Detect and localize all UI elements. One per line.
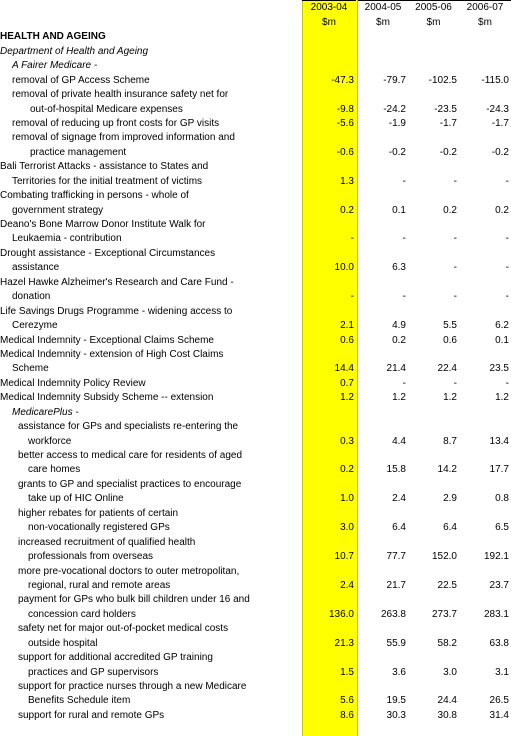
cell-value-2004-05: 55.9 (386, 637, 406, 649)
department-title: Department of Health and Ageing (0, 45, 149, 57)
cell-value-2003-04: 1.3 (340, 175, 354, 187)
row-label: Medical Indemnity Subsidy Scheme -- extension (0, 392, 214, 404)
cell-value-2003-04 (302, 246, 356, 260)
unit-header-3: $m (478, 16, 492, 28)
table-row (0, 232, 511, 246)
table-row (0, 680, 511, 694)
table-row (0, 174, 511, 188)
row-label: Combating trafficking in persons - whole of (0, 190, 189, 202)
table-row (0, 579, 511, 593)
table-row (0, 160, 511, 174)
cell-value-2005-06: 2.9 (443, 493, 457, 505)
cell-value-2006-07 (459, 449, 511, 463)
table-row (0, 348, 511, 362)
cell-value-2003-04 (302, 405, 356, 419)
cell-value-2006-07 (459, 477, 511, 491)
table-row (0, 290, 511, 304)
row-label: regional, rural and remote areas (28, 579, 171, 591)
row-label: Medical Indemnity - Exceptional Claims Scheme (0, 334, 214, 346)
cell-value-2004-05 (358, 449, 408, 463)
cell-value-2005-06: - (453, 377, 457, 389)
table-row (0, 59, 511, 73)
row-label: removal of private health insurance safety net for (12, 89, 229, 101)
table-row (0, 333, 511, 347)
cell-value-2004-05: 77.7 (386, 551, 406, 563)
cell-value-2006-07: 23.5 (489, 363, 509, 375)
cell-value-2006-07 (459, 680, 511, 694)
cell-value-2003-04: -47.3 (331, 74, 354, 86)
row-label: Deano's Bone Marrow Donor Institute Walk for (0, 219, 206, 230)
cell-value-2005-06 (408, 622, 459, 636)
cell-value-2006-07: 0.8 (495, 493, 509, 505)
cell-value-2006-07: 13.4 (489, 435, 509, 447)
cell-value-2005-06: 3.0 (443, 666, 457, 678)
row-label: removal of reducing up front costs for GP visits (12, 117, 220, 129)
cell-value-2003-04: 2.1 (340, 320, 354, 332)
row-label: assistance for GPs and specialists re-entering the (18, 421, 239, 433)
row-label: Life Savings Drugs Programme - widening access to (0, 305, 233, 317)
row-label: Leukaemia - contribution (12, 233, 122, 245)
cell-value-2006-07: - (505, 377, 509, 389)
table-row (0, 319, 511, 333)
cell-value-2003-04 (302, 564, 356, 578)
cell-value-2006-07 (459, 622, 511, 636)
cell-value-2004-05 (358, 275, 408, 289)
row-label: outside hospital (28, 637, 98, 649)
cell-value-2006-07: 6.2 (495, 320, 509, 332)
table-row (0, 88, 511, 102)
cell-value-2004-05: 6.3 (392, 262, 406, 274)
cell-value-2003-04: 0.2 (340, 204, 354, 216)
row-label: concession card holders (28, 608, 136, 620)
cell-value-2004-05: - (402, 377, 406, 389)
cell-value-2004-05 (358, 477, 408, 491)
cell-value-2004-05: -79.7 (383, 74, 406, 86)
cell-value-2006-07 (459, 348, 511, 362)
row-label: assistance (12, 262, 60, 274)
table-row (0, 362, 511, 376)
cell-value-2004-05: 3.6 (392, 666, 406, 678)
cell-value-2003-04 (302, 275, 356, 289)
table-row (0, 420, 511, 434)
cell-value-2004-05: - (402, 175, 406, 187)
table-row (0, 246, 511, 260)
row-label: professionals from overseas (28, 551, 154, 563)
cell-value-2005-06: - (453, 175, 457, 187)
table-row (0, 506, 511, 520)
cell-value-2005-06 (408, 218, 459, 232)
cell-value-2003-04: -9.8 (336, 103, 354, 115)
cell-value-2006-07 (459, 304, 511, 318)
table-row (0, 550, 511, 564)
cell-value-2003-04 (302, 348, 356, 362)
cell-value-2003-04: 1.2 (340, 392, 354, 404)
cell-value-2004-05: 30.3 (386, 709, 406, 721)
cell-value-2004-05: - (402, 233, 406, 245)
row-label: removal of GP Access Scheme (12, 74, 150, 86)
cell-value-2004-05: 2.4 (392, 493, 406, 505)
cell-value-2003-04 (302, 131, 356, 145)
table-row (0, 694, 511, 708)
row-label: support for additional accredited GP training (18, 652, 213, 664)
cell-value-2005-06 (408, 420, 459, 434)
cell-value-2004-05: 4.9 (392, 320, 406, 332)
cell-value-2003-04: 10.0 (334, 262, 354, 274)
row-label: Drought assistance - Exceptional Circumstances (0, 247, 216, 259)
table-row (0, 477, 511, 491)
cell-value-2006-07: -24.3 (486, 103, 509, 115)
cell-value-2003-04: 0.6 (340, 334, 354, 346)
cell-value-2005-06 (408, 246, 459, 260)
cell-value-2005-06: 152.0 (431, 551, 457, 563)
cell-value-2004-05 (358, 59, 408, 73)
unit-header-2: $m (426, 16, 441, 28)
cell-value-2005-06 (408, 131, 459, 145)
cell-value-2005-06 (408, 449, 459, 463)
cell-value-2005-06: 14.2 (437, 464, 457, 476)
cell-value-2003-04: 3.0 (340, 522, 354, 534)
cell-value-2005-06: - (453, 233, 457, 245)
cell-value-2004-05 (358, 593, 408, 607)
cell-value-2006-07: 31.4 (489, 709, 509, 721)
cell-value-2003-04 (302, 506, 356, 520)
cell-value-2005-06: -0.2 (439, 146, 457, 158)
section-title: HEALTH AND AGEING (0, 31, 106, 43)
cell-value-2006-07: - (505, 262, 509, 274)
cell-value-2003-04: 136.0 (328, 608, 354, 620)
row-label: removal of signage from improved information and (12, 132, 235, 144)
year-header-2: 2005-06 (408, 1, 459, 16)
cell-value-2004-05: 21.4 (386, 363, 406, 375)
cell-value-2005-06: - (453, 262, 457, 274)
cell-value-2006-07 (459, 160, 511, 174)
table-row (0, 391, 511, 405)
cell-value-2003-04 (302, 160, 356, 174)
table-row (0, 189, 511, 203)
table-row (0, 102, 511, 116)
row-label: A Fairer Medicare - (12, 60, 98, 72)
row-label: Territories for the initial treatment of victims (12, 175, 203, 187)
row-label: government strategy (12, 204, 104, 216)
cell-value-2005-06: -23.5 (434, 103, 457, 115)
table-row (0, 73, 511, 87)
cell-value-2006-07 (459, 593, 511, 607)
cell-value-2004-05 (358, 246, 408, 260)
cell-value-2003-04: 5.6 (340, 695, 354, 707)
cell-value-2005-06 (408, 506, 459, 520)
cell-value-2005-06: 5.5 (443, 320, 457, 332)
cell-value-2006-07 (459, 218, 511, 232)
cell-value-2004-05: -0.2 (388, 146, 406, 158)
cell-value-2005-06 (408, 304, 459, 318)
row-label: Hazel Hawke Alzheimer's Research and Care Fund - (0, 276, 234, 288)
cell-value-2006-07 (459, 59, 511, 73)
cell-value-2003-04 (302, 304, 356, 318)
cell-value-2004-05: 263.8 (380, 608, 406, 620)
row-label: Medical Indemnity Policy Review (0, 377, 146, 389)
table-row (0, 261, 511, 275)
table-row (0, 492, 511, 506)
cell-value-2005-06 (408, 160, 459, 174)
row-label: donation (12, 291, 51, 303)
row-label: Benefits Schedule item (28, 695, 131, 707)
cell-value-2006-07: - (505, 233, 509, 245)
cell-value-2006-07: 6.5 (495, 522, 509, 534)
row-label: MedicarePlus - (12, 406, 79, 418)
cell-value-2004-05 (358, 131, 408, 145)
row-label: non-vocationally registered GPs (28, 522, 170, 534)
table-row (0, 636, 511, 650)
row-label: Medical Indemnity - extension of High Cost Claims (0, 348, 224, 360)
cell-value-2005-06: - (453, 291, 457, 303)
cell-value-2003-04 (302, 449, 356, 463)
table-row (0, 275, 511, 289)
cell-value-2004-05: 0.1 (392, 204, 406, 216)
table-row (0, 218, 511, 232)
cell-value-2003-04 (302, 59, 356, 73)
cell-value-2005-06: 8.7 (443, 435, 457, 447)
table-row (0, 131, 511, 145)
cell-value-2005-06 (408, 88, 459, 102)
cell-value-2005-06: 22.5 (437, 579, 457, 591)
cell-value-2003-04 (302, 189, 356, 203)
cell-value-2005-06 (408, 477, 459, 491)
cell-value-2004-05: -24.2 (383, 103, 406, 115)
cell-value-2005-06: 30.8 (437, 709, 457, 721)
cell-value-2006-07: 3.1 (495, 666, 509, 678)
cell-value-2006-07 (459, 189, 511, 203)
cell-value-2003-04: 14.4 (334, 363, 354, 375)
row-label: increased recruitment of qualified health (18, 536, 196, 548)
header-units-row (0, 15, 511, 29)
cell-value-2005-06 (408, 59, 459, 73)
section-title-row (0, 30, 511, 44)
row-label: Cerezyme (12, 320, 58, 332)
row-label: payment for GPs who bulk bill children under 16 and (18, 594, 250, 606)
table-row (0, 593, 511, 607)
cell-value-2004-05 (358, 420, 408, 434)
table-row (0, 521, 511, 535)
table-row (0, 376, 511, 390)
cell-value-2003-04: 0.7 (340, 377, 354, 389)
cell-value-2006-07: - (505, 291, 509, 303)
table-row (0, 449, 511, 463)
cell-value-2004-05: 4.4 (392, 435, 406, 447)
cell-value-2003-04: - (350, 233, 354, 245)
cell-value-2003-04: -5.6 (336, 117, 354, 129)
row-label: safety net for major out-of-pocket medical costs (18, 623, 229, 635)
cell-value-2006-07 (459, 131, 511, 145)
row-label: care homes (28, 464, 81, 476)
cell-value-2004-05 (358, 680, 408, 694)
row-label: practices and GP supervisors (28, 666, 159, 678)
year-header-0: 2003-04 (302, 1, 356, 16)
table-row (0, 607, 511, 621)
row-label: support for practice nurses through a new Medicare (18, 681, 247, 692)
cell-value-2004-05 (358, 405, 408, 419)
cell-value-2006-07: -1.7 (491, 117, 509, 129)
cell-value-2004-05: - (402, 291, 406, 303)
cell-value-2006-07: 0.2 (495, 204, 509, 216)
table-row (0, 117, 511, 131)
cell-value-2003-04 (302, 593, 356, 607)
department-row (0, 44, 511, 58)
table-row (0, 203, 511, 217)
cell-value-2005-06 (408, 680, 459, 694)
cell-value-2003-04 (302, 651, 356, 665)
cell-value-2003-04: 0.3 (340, 435, 354, 447)
cell-value-2003-04 (302, 420, 356, 434)
cell-value-2003-04: 1.0 (340, 493, 354, 505)
cell-value-2006-07 (459, 651, 511, 665)
cell-value-2004-05 (358, 348, 408, 362)
cell-value-2003-04 (302, 477, 356, 491)
table-row (0, 405, 511, 419)
cell-value-2004-05: 19.5 (386, 695, 406, 707)
cell-value-2004-05: -1.9 (388, 117, 406, 129)
cell-value-2005-06: 1.2 (443, 392, 457, 404)
cell-value-2004-05 (358, 160, 408, 174)
table-row (0, 463, 511, 477)
row-label: Scheme (12, 363, 49, 375)
cell-value-2006-07 (459, 246, 511, 260)
cell-value-2006-07: 23.7 (489, 579, 509, 591)
row-label: take up of HIC Online (28, 493, 124, 505)
cell-value-2005-06 (408, 348, 459, 362)
cell-value-2004-05 (358, 651, 408, 665)
cell-value-2005-06: -1.7 (439, 117, 457, 129)
row-label: support for rural and remote GPs (18, 709, 165, 721)
cell-value-2004-05 (358, 88, 408, 102)
cell-value-2005-06 (408, 651, 459, 665)
cell-value-2006-07 (459, 275, 511, 289)
cell-value-2005-06: 273.7 (431, 608, 457, 620)
cell-value-2003-04: 10.7 (334, 551, 354, 563)
cell-value-2004-05 (358, 564, 408, 578)
table-row (0, 651, 511, 665)
cell-value-2006-07 (459, 420, 511, 434)
table-row (0, 145, 511, 159)
cell-value-2005-06: 24.4 (437, 695, 457, 707)
cell-value-2006-07 (459, 405, 511, 419)
cell-value-2004-05 (358, 218, 408, 232)
header-years-row (0, 1, 511, 16)
cell-value-2003-04 (302, 218, 356, 232)
cell-value-2006-07: 283.1 (483, 608, 509, 620)
table-row (0, 708, 511, 722)
cell-value-2006-07: 63.8 (489, 637, 509, 649)
cell-value-2004-05: 21.7 (386, 579, 406, 591)
cell-value-2003-04 (302, 535, 356, 549)
cell-value-2003-04: 2.4 (340, 579, 354, 591)
row-label: higher rebates for patients of certain (18, 507, 179, 519)
cell-value-2004-05 (358, 622, 408, 636)
cell-value-2004-05 (358, 535, 408, 549)
cell-value-2006-07: - (505, 175, 509, 187)
cell-value-2006-07: 1.2 (495, 392, 509, 404)
table-row (0, 622, 511, 636)
cell-value-2003-04: 21.3 (334, 637, 354, 649)
table-row (0, 564, 511, 578)
unit-header-0: $m (322, 16, 336, 28)
year-header-3: 2006-07 (459, 1, 511, 16)
table-row (0, 535, 511, 549)
row-label: Bali Terrorist Attacks - assistance to States and (0, 161, 209, 173)
row-label: workforce (28, 435, 72, 447)
cell-value-2003-04: 8.6 (340, 709, 354, 721)
unit-header-1: $m (376, 16, 390, 28)
cell-value-2005-06 (408, 593, 459, 607)
cell-value-2004-05 (358, 304, 408, 318)
cell-value-2005-06: 0.6 (443, 334, 457, 346)
cell-value-2006-07 (459, 564, 511, 578)
cell-value-2006-07 (459, 88, 511, 102)
cell-value-2003-04: 0.2 (340, 464, 354, 476)
cell-value-2003-04: - (350, 291, 354, 303)
cell-value-2006-07 (459, 535, 511, 549)
cell-value-2003-04: 1.5 (340, 666, 354, 678)
cell-value-2005-06 (408, 564, 459, 578)
row-label: out-of-hospital Medicare expenses (30, 103, 183, 115)
cell-value-2006-07 (459, 506, 511, 520)
cell-value-2006-07: 0.1 (495, 334, 509, 346)
cell-value-2004-05: 0.2 (392, 334, 406, 346)
cell-value-2005-06 (408, 535, 459, 549)
cell-value-2004-05 (358, 189, 408, 203)
row-label: better access to medical care for residents of aged (18, 450, 243, 461)
cell-value-2006-07: 17.7 (489, 464, 509, 476)
cell-value-2004-05: 6.4 (392, 522, 406, 534)
year-header-1: 2004-05 (358, 1, 408, 16)
cell-value-2005-06 (408, 189, 459, 203)
table-row (0, 665, 511, 679)
row-label: more pre-vocational doctors to outer metropolitan, (18, 565, 240, 577)
cell-value-2006-07: 192.1 (483, 551, 509, 563)
cell-value-2004-05 (358, 506, 408, 520)
cell-value-2004-05: 1.2 (392, 392, 406, 404)
cell-value-2005-06 (408, 275, 459, 289)
row-label: grants to GP and specialist practices to encourage (18, 478, 242, 490)
cell-value-2006-07: 26.5 (489, 695, 509, 707)
cell-value-2005-06: 22.4 (437, 363, 457, 375)
cell-value-2005-06: 58.2 (437, 637, 457, 649)
table-row (0, 434, 511, 448)
cell-value-2005-06: 0.2 (443, 204, 457, 216)
cell-value-2004-05: 15.8 (386, 464, 406, 476)
cell-value-2003-04: -0.6 (336, 146, 354, 158)
cell-value-2003-04 (302, 622, 356, 636)
cell-value-2005-06: -102.5 (428, 74, 457, 86)
cell-value-2005-06: 6.4 (443, 522, 457, 534)
cell-value-2003-04 (302, 88, 356, 102)
table-row (0, 304, 511, 318)
row-label: practice management (30, 146, 127, 158)
cell-value-2006-07: -115.0 (481, 74, 509, 86)
cell-value-2005-06 (408, 405, 459, 419)
cell-value-2006-07: -0.2 (491, 146, 509, 158)
cell-value-2003-04 (302, 680, 356, 694)
